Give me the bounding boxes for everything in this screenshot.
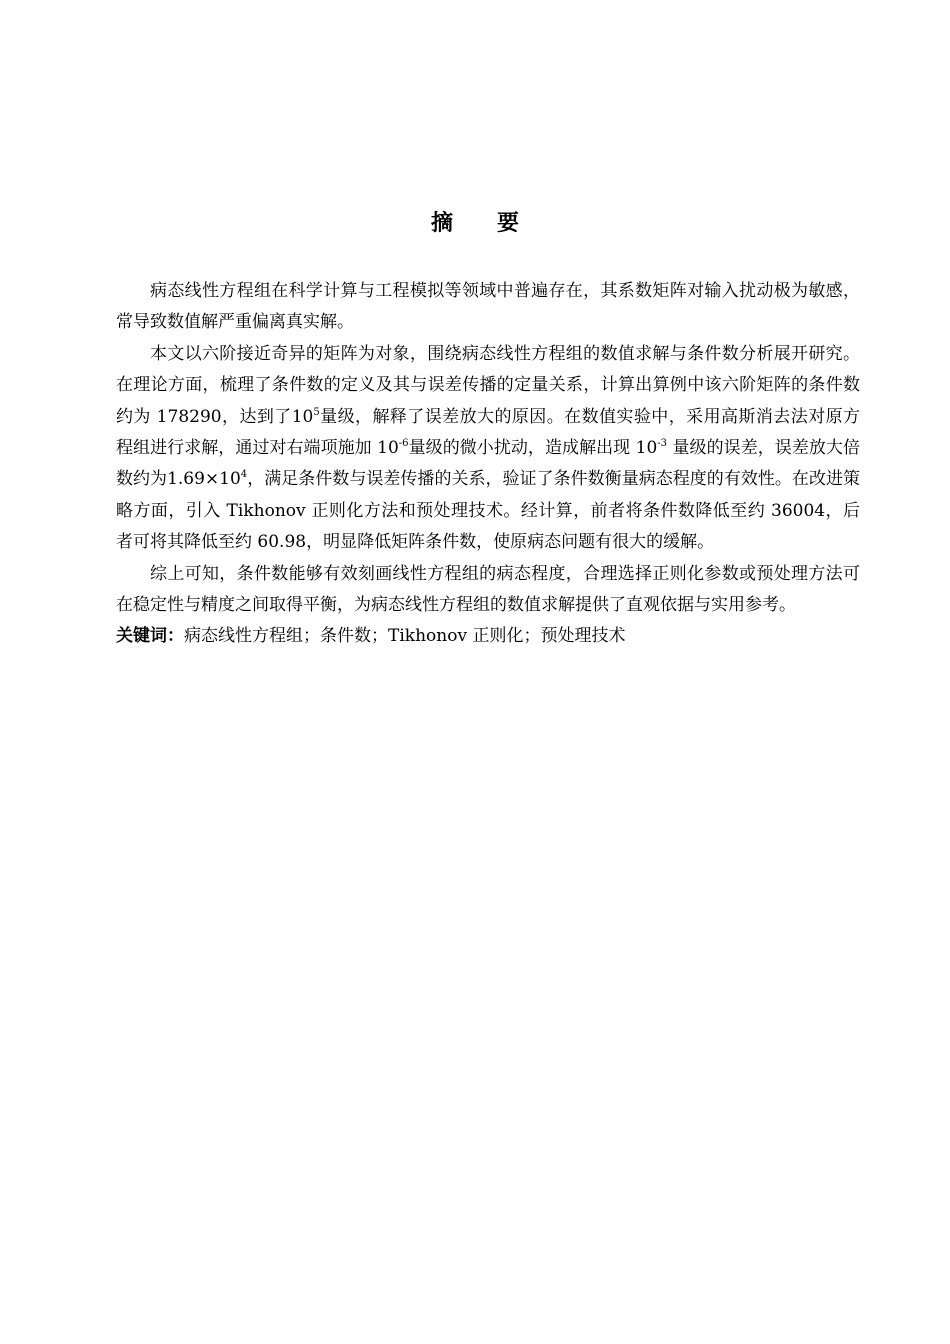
p2-superscript-c: -3 <box>657 438 668 450</box>
page-title <box>0 208 950 240</box>
keywords-value: 病态线性方程组；条件数；Tikhonov 正则化；预处理技术 <box>184 626 626 647</box>
abstract-paragraph-3: 综上可知，条件数能够有效刻画线性方程组的病态程度，合理选择正则化参数或预处理方法可在稳定性与精度之间取得平衡，为病态线性方程组的数值求解提供了直观依据与实用参考。 <box>116 563 860 616</box>
keywords-label: 关键词： <box>116 626 184 647</box>
abstract-paragraph-2 <box>116 339 860 559</box>
title-char-right: 要 <box>497 211 520 236</box>
p2-superscript-b: -6 <box>398 438 409 450</box>
keywords-line <box>116 621 860 652</box>
p2-text-c: 量级的微小扰动，造成解出现 10 <box>408 438 658 459</box>
title-char-left: 摘 <box>430 211 453 236</box>
abstract-paragraph-1: 病态线性方程组在科学计算与工程模拟等领域中普遍存在，其系数矩阵对输入扰动极为敏感，常导致数值解严重偏离真实解。 <box>116 281 860 333</box>
p2-text-d: 量级的误差，误差放大倍数约为1.69×10 <box>116 438 860 490</box>
p2-text-a: 本文以六阶接近奇异的矩阵为对象，围绕病态线性方程组的数值求解与条件数分析展开研究。在理论方面，梳理了条件数的定义及其与误差传播的定量关系，计算出算例中该六阶矩阵的条件数约为 178290，达到了10 <box>116 343 860 427</box>
p2-superscript-d: 4 <box>240 469 248 481</box>
abstract-body <box>116 276 860 653</box>
p2-superscript-a: 5 <box>313 406 320 418</box>
p2-text-b: 量级，解释了误差放大的原因。在数值实验中，采用高斯消去法对原方程组进行求解，通过对右端项施加 10 <box>116 406 860 459</box>
p2-text-e: ，满足条件数与误差传播的关系，验证了条件数衡量病态程度的有效性。在改进策略方面，引入 Tikhonov 正则化方法和预处理技术。经计算，前者将条件数降低至约 36004，后者可将其降低至约 60.98，明显降低矩阵条件数，使原病态问题有很大的缓解。 <box>116 469 860 553</box>
